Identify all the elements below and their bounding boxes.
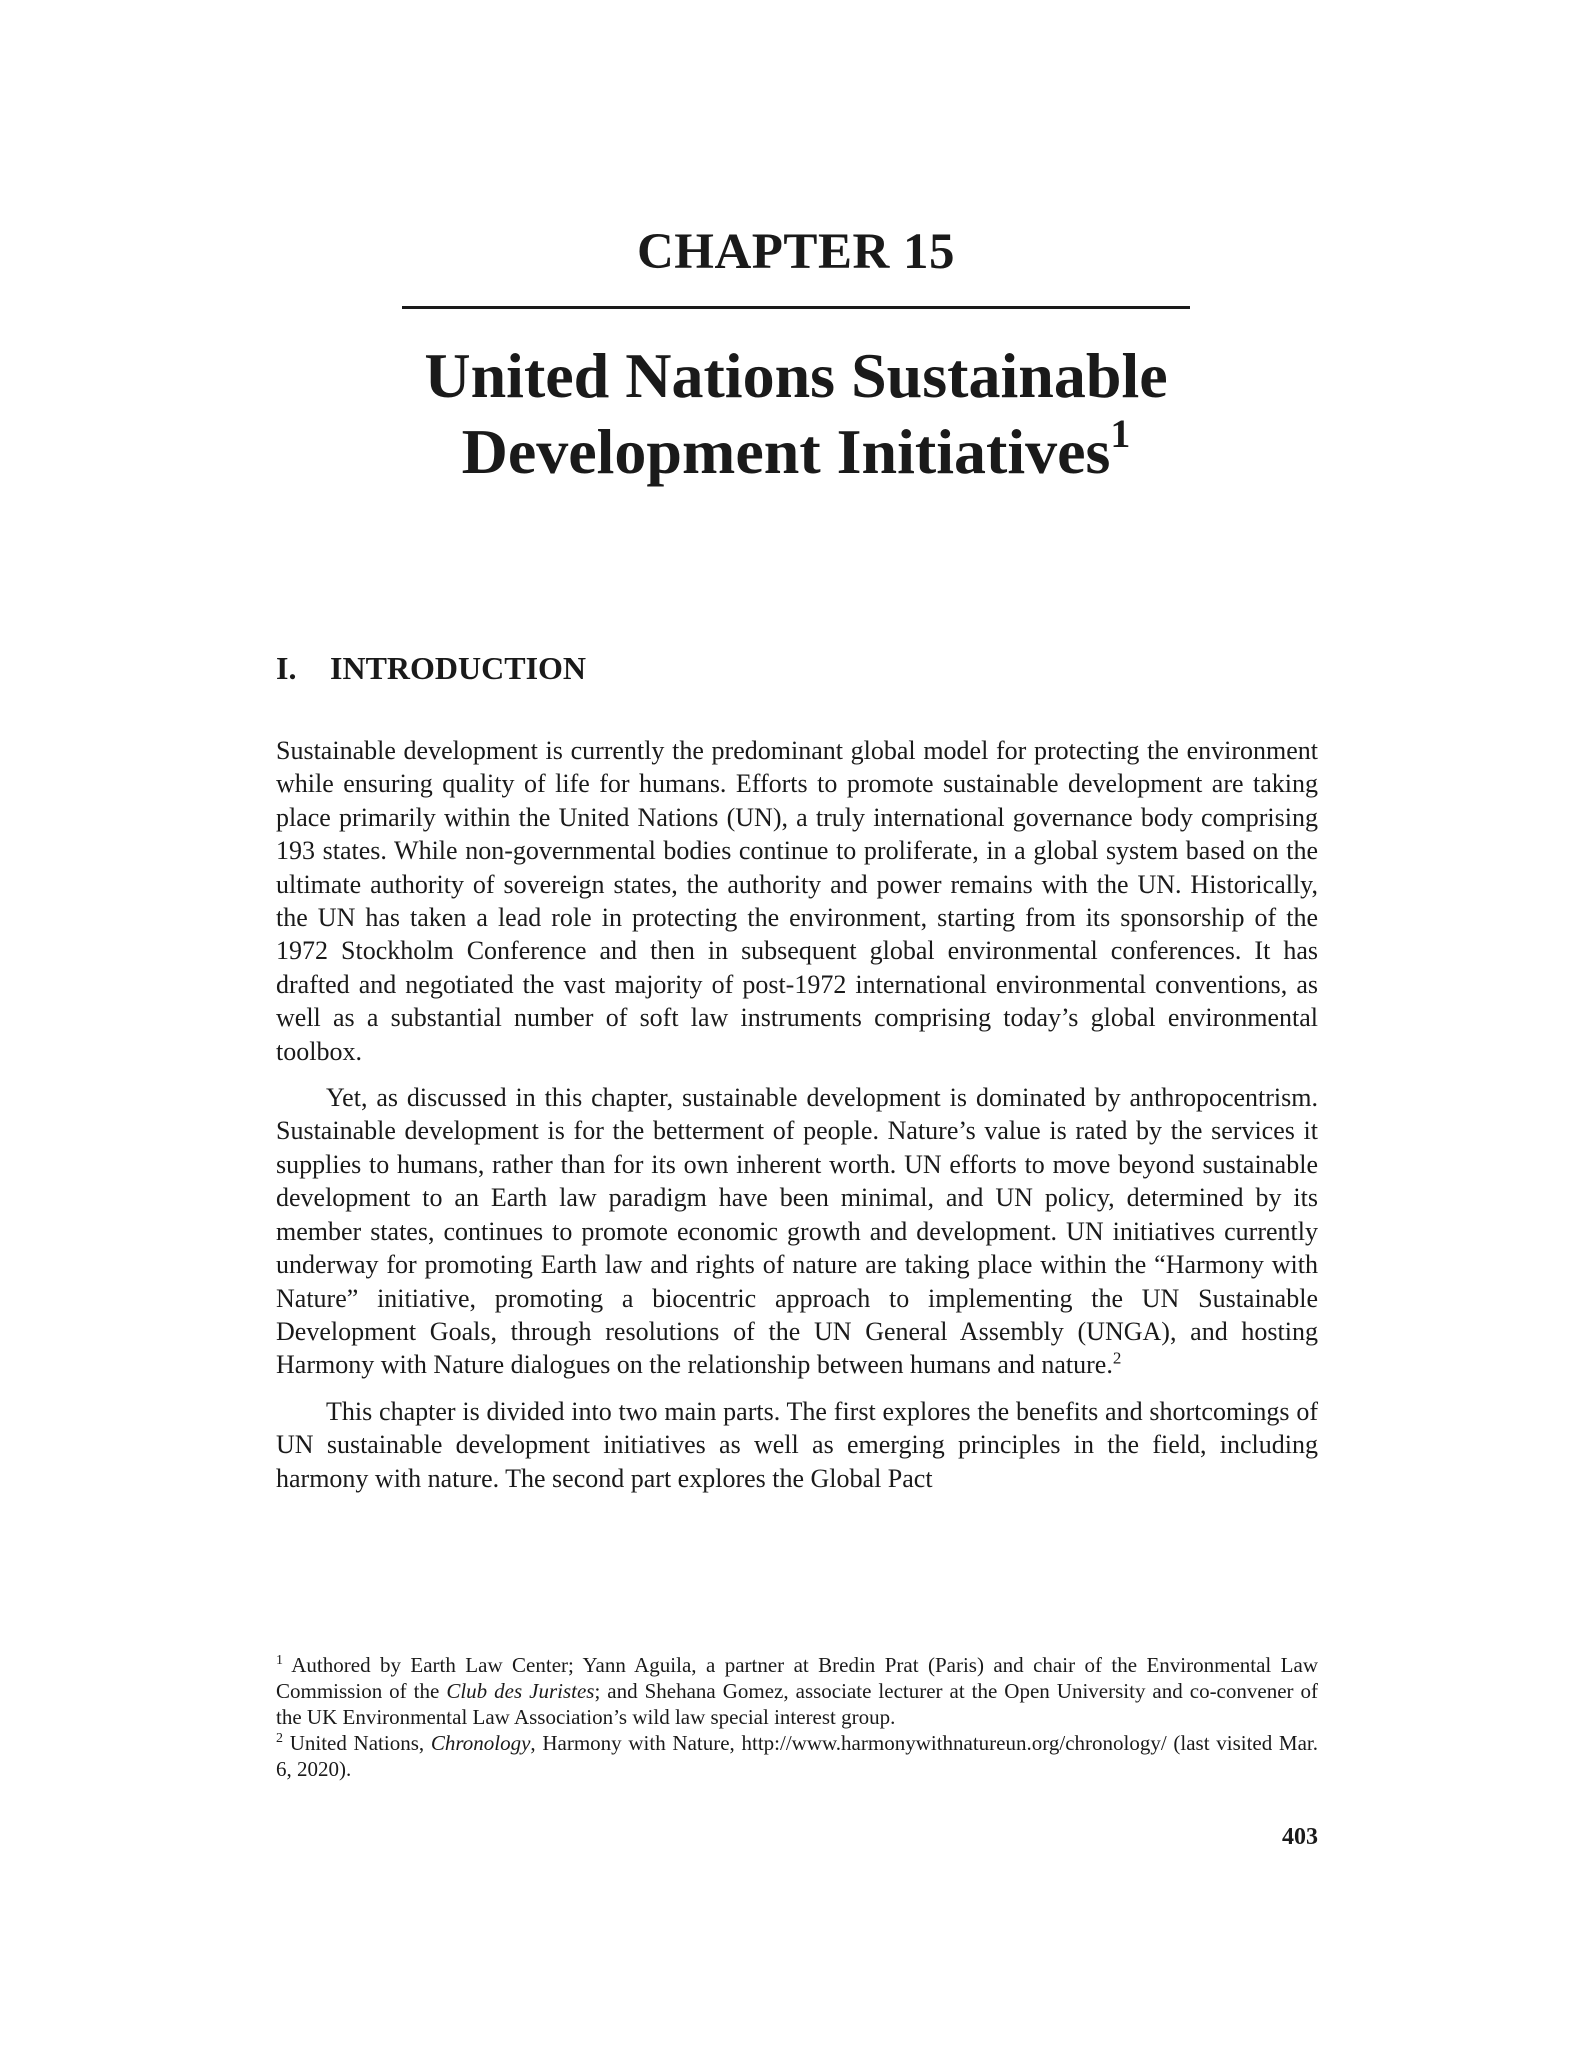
footnote-ref-1[interactable]: 1 bbox=[1110, 410, 1131, 456]
body-text bbox=[276, 734, 1318, 1508]
paragraph-1: Sustainable development is currently the predominant global model for protecting the environment while ensuring quality of life for humans. Efforts to promote sustainable development are taking place primarily within the United Nations (UN), a truly international governance body comprising 193 states. While non-governmental bodies continue to proliferate, in a global system based on the ultimate authority of sovereign states, the authority and power remains with the UN. Historically, the UN has taken a lead role in protecting the environment, starting from its sponsorship of the 1972 Stockholm Conference and then in subsequent global environmental conferences. It has drafted and negotiated the vast majority of post-1972 international environmental conventions, as well as a substantial number of soft law instruments comprising today’s global environmental toolbox. bbox=[276, 736, 1318, 1066]
section-heading bbox=[276, 648, 586, 688]
paragraph-2 bbox=[276, 1081, 1318, 1382]
footnote-1-italic: Club des Juristes bbox=[446, 1679, 595, 1703]
footnote-2-text-a: United Nations, bbox=[289, 1731, 431, 1755]
footnote-2 bbox=[276, 1730, 1318, 1782]
chapter-title-line-2 bbox=[362, 410, 1230, 490]
footnote-2-text-b: , Harmony with Nature, http://www.harmonywithnatureun.org/chronology/ (last visited Mar. 6, 2020). bbox=[276, 1731, 1319, 1781]
footnote-2-number: 2 bbox=[276, 1731, 283, 1746]
section-title: INTRODUCTION bbox=[330, 650, 587, 686]
chapter-title-line-2-text: Development Initiatives bbox=[461, 416, 1111, 487]
section-number: I. bbox=[276, 650, 297, 686]
paragraph-3: This chapter is divided into two main parts. The first explores the benefits and shortcomings of UN sustainable development initiatives as well as emerging principles in the field, including harmony with nature. The second part explores the Global Pact bbox=[276, 1396, 1318, 1493]
paragraph-2-text: Yet, as discussed in this chapter, sustainable development is dominated by anthropocentrism. Sustainable development is for the betterment of people. Nature’s value is rated by the services it supplies to humans, rather than for its own inherent worth. UN efforts to move beyond sustainable development to an Earth law paradigm have been minimal, and UN policy, determined by its member states, continues to promote economic growth and development. UN initiatives currently underway for promoting Earth law and rights of nature are taking place within the “Harmony with Nature” initiative, promoting a biocentric approach to implementing the UN Sustainable Development Goals, through resolutions of the UN General Assembly (UNGA), and hosting Harmony with Nature dialogues on the relationship between humans and nature. bbox=[276, 1083, 1318, 1380]
footnotes bbox=[276, 1652, 1318, 1782]
footnote-ref-2[interactable]: 2 bbox=[1112, 1348, 1122, 1368]
chapter-title bbox=[362, 338, 1230, 490]
chapter-title-line-1: United Nations Sustainable bbox=[424, 340, 1168, 411]
footnote-1-text-a: Authored by Earth Law Center; Yann Aguila, a partner at Bredin Prat (Paris) and chair of the Environmental Law Commission of the bbox=[276, 1653, 1318, 1703]
footnote-2-italic: Chronology bbox=[430, 1731, 531, 1755]
chapter-divider-rule bbox=[402, 306, 1190, 309]
page-number: 403 bbox=[1282, 1824, 1318, 1850]
chapter-number: CHAPTER 15 bbox=[636, 224, 956, 280]
footnote-1-text-b: ; and Shehana Gomez, associate lecturer at the Open University and co-convener of the UK Environmental Law Association’s wild law special interest group. bbox=[276, 1679, 1318, 1729]
footnote-1 bbox=[276, 1652, 1318, 1730]
footnote-1-number: 1 bbox=[276, 1653, 283, 1668]
